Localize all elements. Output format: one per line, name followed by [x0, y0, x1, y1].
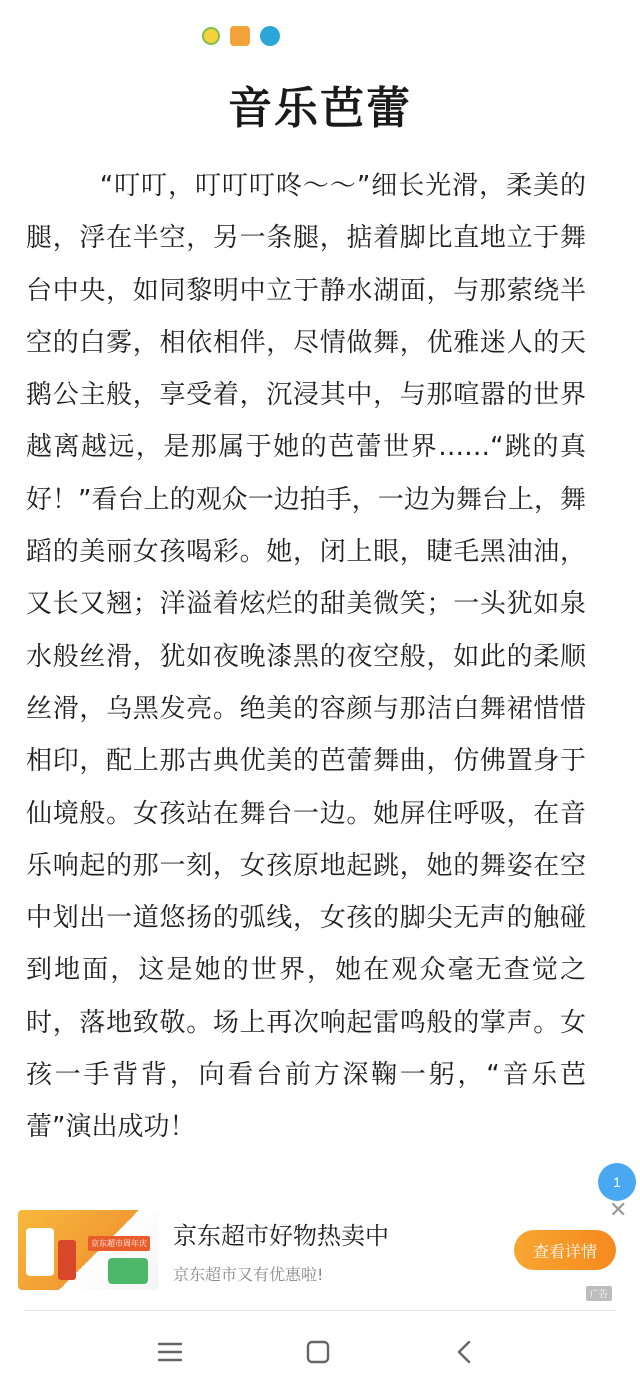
- header-logos: [202, 26, 280, 46]
- ad-close-icon[interactable]: ✕: [609, 1198, 628, 1223]
- menu-icon[interactable]: [150, 1332, 190, 1372]
- partner-logo-icon: [260, 26, 280, 46]
- divider: [24, 1310, 616, 1311]
- ad-product-shape: [108, 1258, 148, 1284]
- back-icon[interactable]: [444, 1332, 484, 1372]
- home-icon[interactable]: [298, 1332, 338, 1372]
- ad-title[interactable]: 京东超市好物热卖中: [173, 1222, 389, 1250]
- ad-product-shape: [26, 1228, 54, 1276]
- ad-tag: 广告: [586, 1286, 612, 1301]
- ad-banner[interactable]: [18, 1210, 618, 1292]
- system-navbar: [0, 1320, 640, 1380]
- view-details-button[interactable]: 查看详情: [514, 1230, 616, 1270]
- ad-image[interactable]: [18, 1210, 158, 1290]
- ad-product-shape: [58, 1240, 76, 1280]
- ad-subtitle: 京东超市又有优惠啦!: [173, 1265, 324, 1284]
- mascot-icon: [202, 27, 220, 45]
- ad-image-text: 京东超市周年庆: [88, 1236, 150, 1251]
- article-body: “叮叮，叮叮叮咚～～”细长光滑，柔美的腿，浮在半空，另一条腿，掂着脚比直地立于舞台中央，如同黎明中立于静水湖面，与那萦绕半空的白雾，相依相伴，尽情做舞，优雅迷人的天鹅公主般，享受着，沉浸其中，与那喧嚣的世界越离越远，是那属于她的芭蕾世界……“跳的真好！”看台上的观众一边拍手，一边为舞台上，舞蹈的美丽女孩喝彩。她，闭上眼，睫毛黑油油，又长又翘；洋溢着炫烂的甜美微笑；一头犹如泉水般丝滑，犹如夜晚漆黑的夜空般，如此的柔顺丝滑，乌黑发亮。绝美的容颜与那洁白舞裙惜惜相印，配上那古典优美的芭蕾舞曲，仿佛置身于仙境般。女孩站在舞台一边。她屏住呼吸，在音乐响起的那一刻，女孩原地起跳，她的舞姿在空中划出一道悠扬的弧线，女孩的脚尖无声的触碰到地面，这是她的世界，她在观众毫无查觉之时，落地致敬。场上再次响起雷鸣般的掌声。女孩一手背背，向看台前方深鞠一躬，“音乐芭蕾”演出成功！: [26, 171, 586, 1143]
- article-title: 音乐芭蕾: [228, 83, 412, 134]
- brand-logo-icon: [230, 26, 250, 46]
- page-indicator[interactable]: 1: [598, 1163, 636, 1201]
